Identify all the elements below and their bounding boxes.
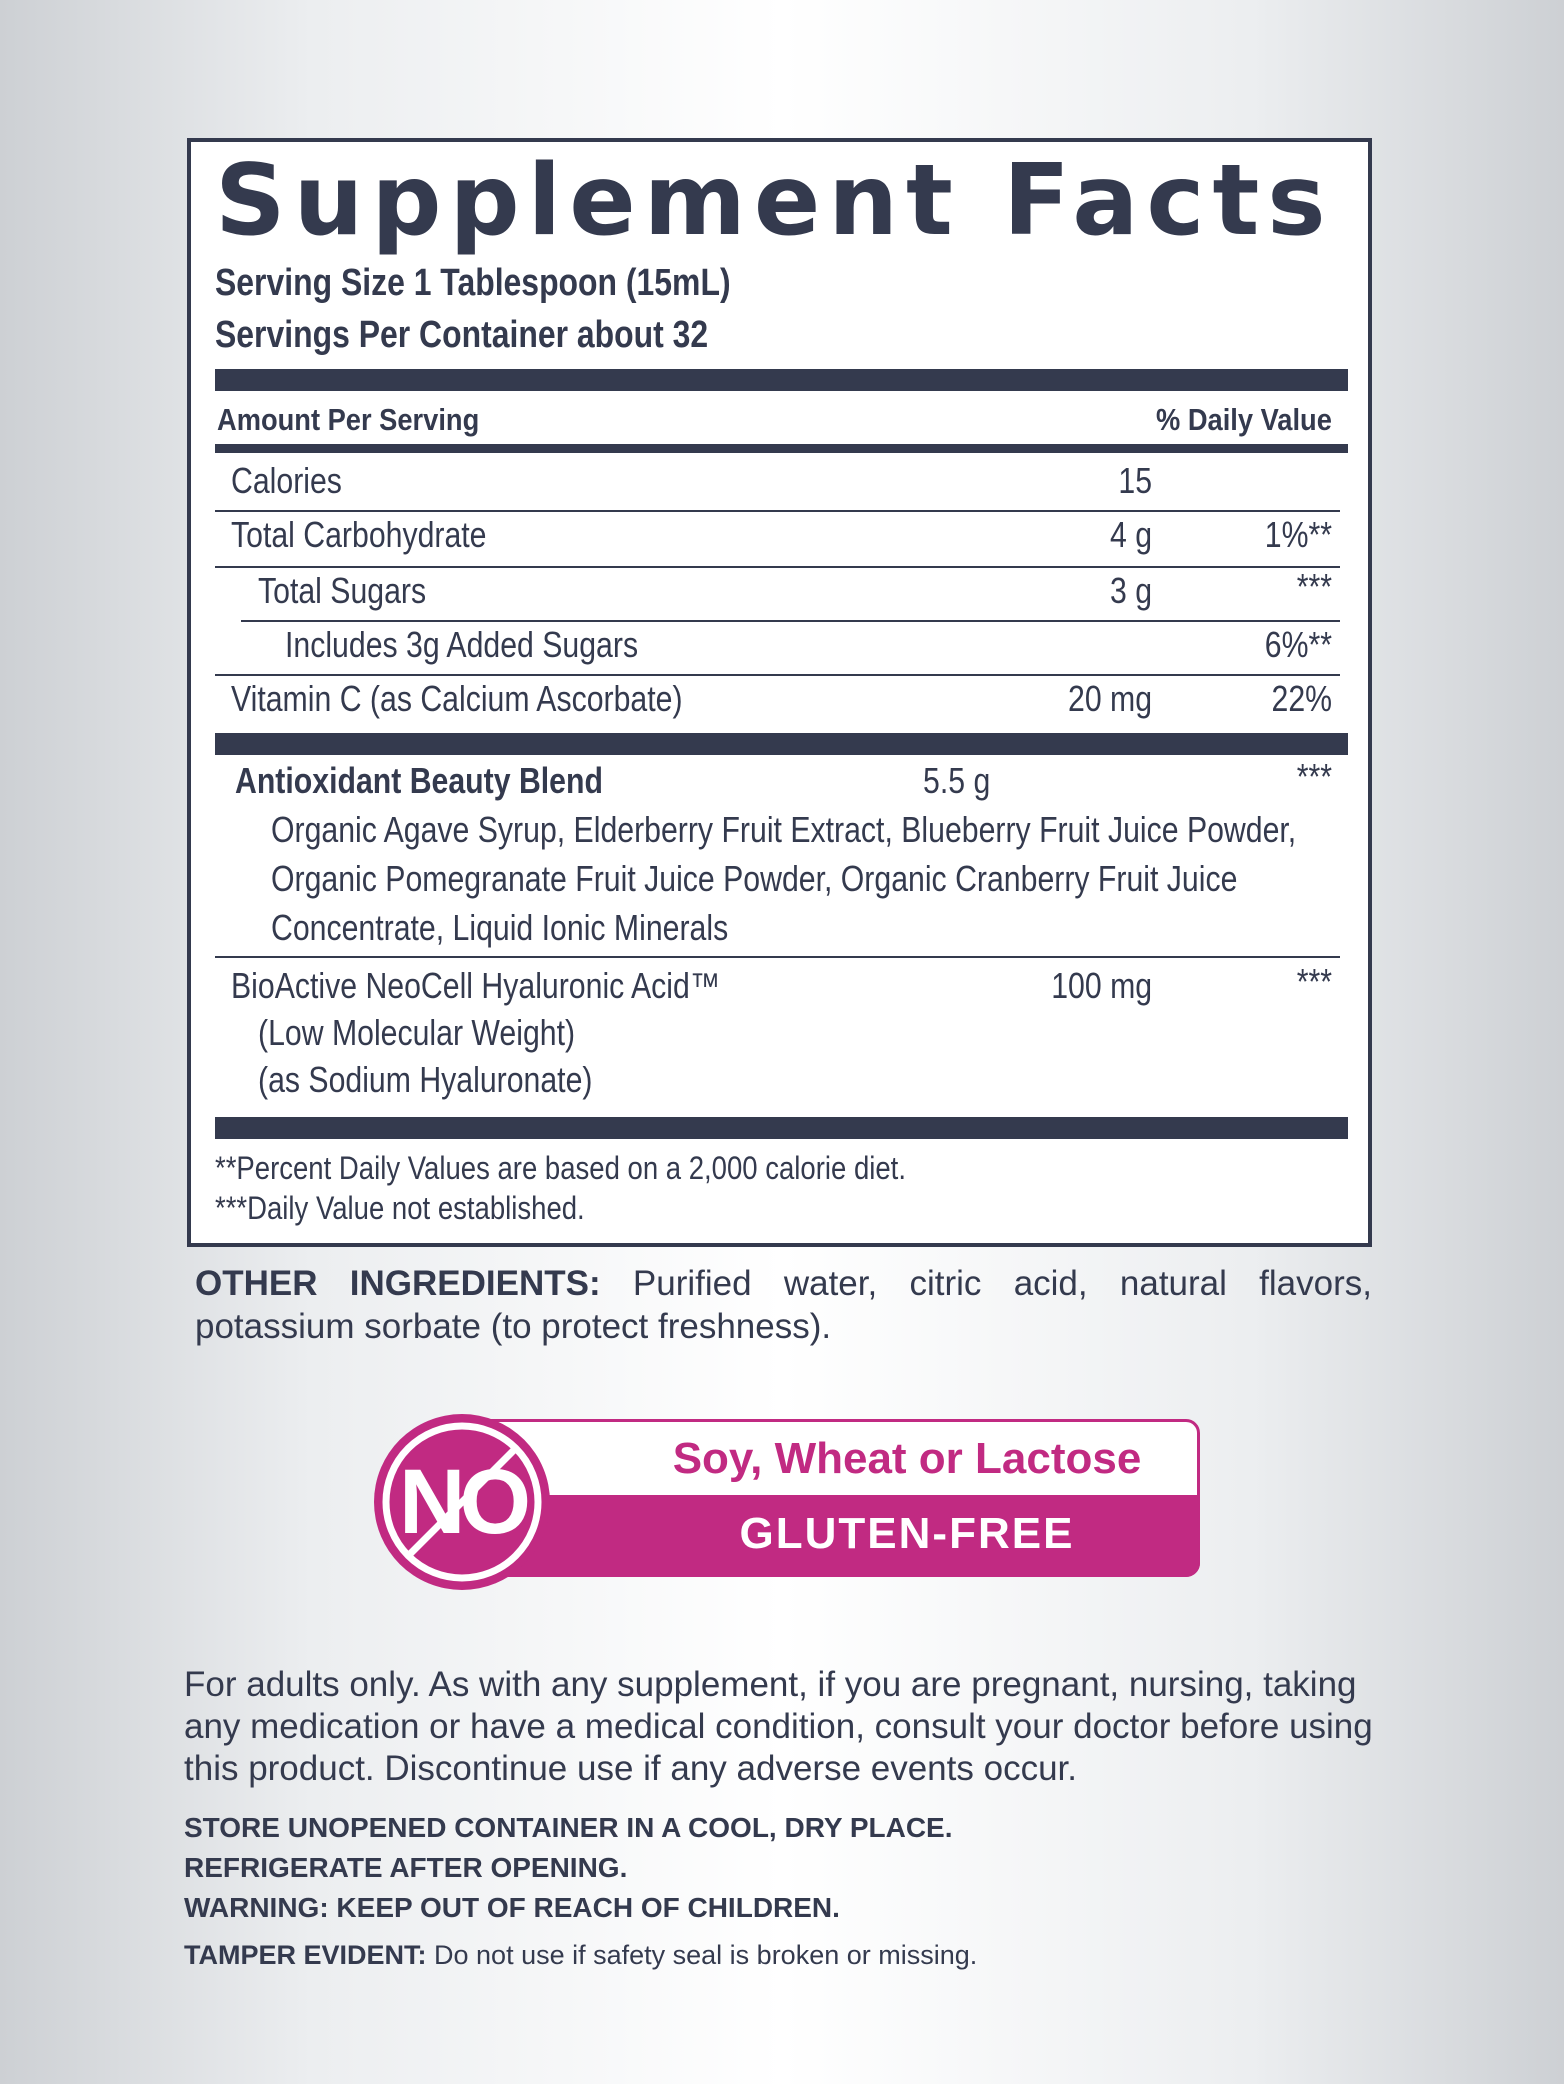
adults-warning: For adults only. As with any supplement, if you are pregnant, nursing, taking any medication or have a medical condition, consult your doctor before using this product. Discontinue use if any adverse events occur. (184, 1665, 1373, 1788)
row-carb-dv: 1%** (1264, 514, 1332, 555)
tamper-evident (184, 1940, 977, 1971)
servings-per-container: Servings Per Container about 32 (215, 314, 709, 356)
allergen-badge (372, 1412, 1202, 1592)
hyaluronic-amount: 100 mg (1051, 965, 1152, 1006)
row-sugars-amount: 3 g (1109, 570, 1152, 611)
blend-amount: 5.5 g (923, 760, 991, 801)
thick-divider (215, 733, 1348, 755)
children-warning: WARNING: KEEP OUT OF REACH OF CHILDREN. (184, 1892, 840, 1923)
other-ingredients (195, 1262, 1372, 1348)
badge-gluten-free: GLUTEN-FREE (739, 1509, 1075, 1558)
blend-dv: *** (1296, 756, 1332, 797)
medium-divider (215, 444, 1348, 453)
blend-name: Antioxidant Beauty Blend (235, 760, 603, 801)
row-divider (215, 956, 1340, 958)
row-vitamin-c-amount: 20 mg (1067, 678, 1152, 719)
row-divider (215, 566, 1340, 568)
storage-instruction: STORE UNOPENED CONTAINER IN A COOL, DRY PLACE. (184, 1812, 953, 1843)
other-ingredients-text: Purified water, citric acid, natural flavors, potassium sorbate (to protect freshness). (195, 1264, 1372, 1346)
row-vitamin-c-name: Vitamin C (as Calcium Ascorbate) (231, 678, 683, 719)
footnote-percent: **Percent Daily Values are based on a 2,000 calorie diet. (215, 1150, 906, 1186)
thick-divider (215, 1117, 1348, 1139)
row-carb-amount: 4 g (1109, 514, 1152, 555)
row-calories-name: Calories (231, 460, 342, 501)
thick-divider (215, 369, 1348, 391)
row-divider (241, 620, 1340, 622)
hyaluronic-dv: *** (1296, 961, 1332, 1002)
row-carb-name: Total Carbohydrate (231, 514, 487, 555)
badge-no-text: NO (399, 1451, 525, 1553)
row-sugars-name: Total Sugars (258, 570, 427, 611)
row-added-sugars-name: Includes 3g Added Sugars (285, 624, 639, 665)
facts-title: Supplement Facts (215, 144, 1334, 258)
badge-soy-wheat-lactose: Soy, Wheat or Lactose (672, 1434, 1142, 1483)
tamper-label: TAMPER EVIDENT: (184, 1940, 427, 1970)
refrigerate-instruction: REFRIGERATE AFTER OPENING. (184, 1852, 628, 1883)
daily-value-header: % Daily Value (1156, 402, 1332, 437)
row-sugars-dv: *** (1296, 566, 1332, 607)
row-divider (215, 510, 1340, 512)
blend-ingredients-line: Concentrate, Liquid Ionic Minerals (271, 907, 729, 948)
row-vitamin-c-dv: 22% (1271, 678, 1332, 719)
other-ingredients-label: OTHER INGREDIENTS: (195, 1264, 601, 1303)
row-divider (215, 674, 1340, 676)
supplement-facts-panel (187, 138, 1372, 1247)
hyaluronic-detail: (as Sodium Hyaluronate) (258, 1059, 593, 1100)
blend-ingredients-line: Organic Agave Syrup, Elderberry Fruit Extract, Blueberry Fruit Juice Powder, (271, 809, 1297, 850)
serving-size: Serving Size 1 Tablespoon (15mL) (215, 262, 731, 304)
hyaluronic-name: BioActive NeoCell Hyaluronic Acid™ (231, 965, 721, 1006)
footnote-not-established: ***Daily Value not established. (215, 1190, 585, 1226)
tamper-text: Do not use if safety seal is broken or missing. (426, 1940, 978, 1970)
blend-ingredients-line: Organic Pomegranate Fruit Juice Powder, Organic Cranberry Fruit Juice (271, 858, 1238, 899)
row-calories-amount: 15 (1118, 460, 1152, 501)
row-added-sugars-dv: 6%** (1264, 624, 1332, 665)
hyaluronic-detail: (Low Molecular Weight) (258, 1012, 576, 1053)
amount-per-serving-header: Amount Per Serving (217, 402, 480, 437)
